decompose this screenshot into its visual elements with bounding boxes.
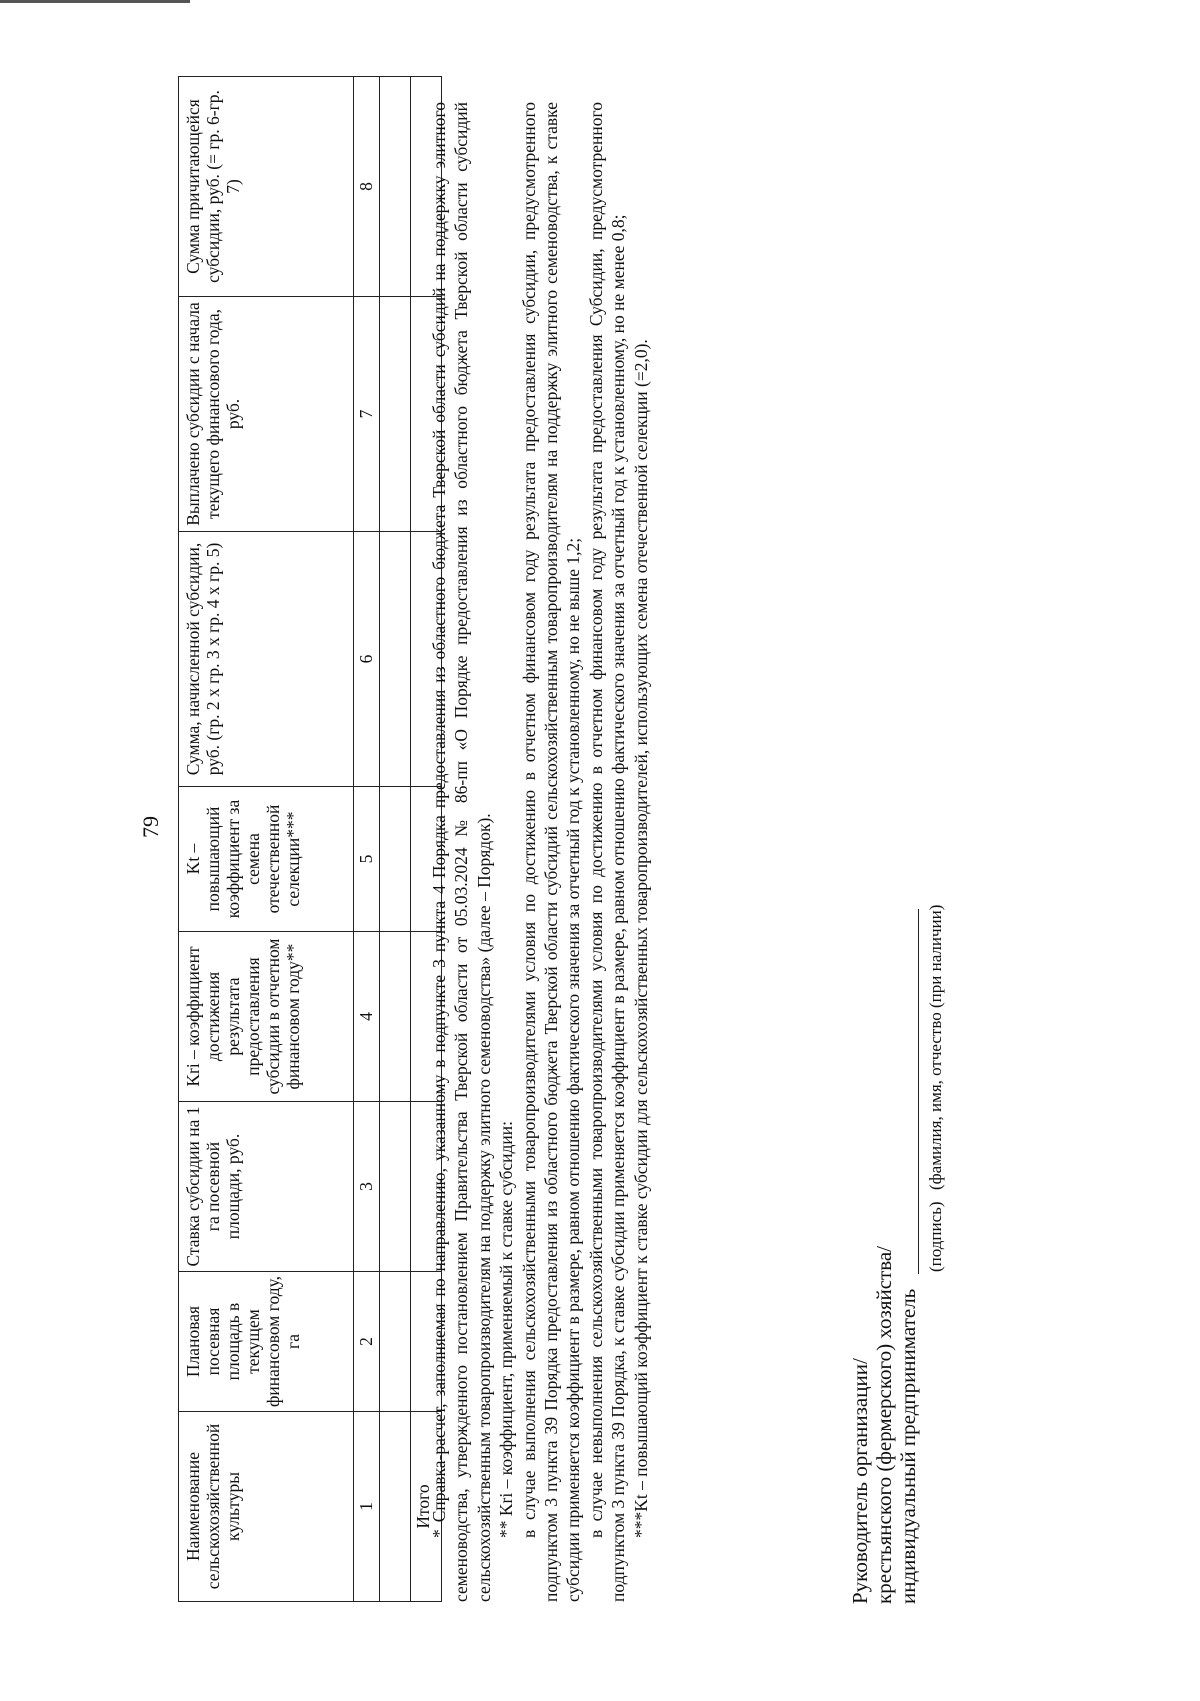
footnote-2-case-unmet: в случае невыполнения сельскохозяйственными товаропроизводителями условия по достижению в отчетном финансовом году результата предоставления Субсидии, предусмотренного подпунктом 3 пункта 39 Порядка, к ставке субсидии применяется коэффициент в размере, равном отношению фактического значения за отчетный год к установленному, но не менее 0,8;	[585, 102, 629, 1602]
footnote-3: ***Kt – повышающий коэффициент к ставке субсидии для сельскохозяйственных товаропроизводителей, использующих семена отечественной селекции (=2,0).	[630, 339, 651, 1538]
header-cell: Ставка субсидии на 1 га посевной площади, руб.	[179, 1102, 354, 1272]
header-cell: Выплачено субсидии с начала текущего финансового года, руб.	[179, 297, 354, 532]
header-cell: Наименование сельскохозяйственной культуры	[179, 1412, 354, 1602]
header-cell: Сумма причитающейся субсидии, руб. (= гр. 6-гр. 7)	[179, 77, 354, 297]
header-cell: Плановая посевная площадь в текущем финансовом году, га	[179, 1272, 354, 1412]
header-cell: Сумма, начисленной субсидии, руб. (гр. 2 х гр. 3 х гр. 4 х гр. 5)	[179, 532, 354, 787]
header-row	[179, 77, 354, 1602]
total-label: Итого	[411, 1412, 442, 1602]
column-number: 2	[354, 1272, 380, 1412]
column-number-row	[354, 77, 380, 1602]
signatory-line-2: крестьянского (фермерского) хозяйства/	[872, 1245, 896, 1604]
footnote-2: ** Kri – коэффициент, применяемый к ставке субсидии:	[496, 1121, 517, 1538]
column-number: 8	[354, 77, 380, 297]
rotated-page	[138, 68, 1058, 1628]
table-cell	[380, 932, 411, 1102]
name-caption: (фамилия, имя, отчество (при наличии)	[926, 904, 945, 1190]
table-cell	[380, 532, 411, 787]
signature-caption: (подпись)	[926, 1201, 945, 1272]
signatory-line-3: индивидуальный предприниматель	[896, 1288, 920, 1604]
column-number: 7	[354, 297, 380, 532]
column-number: 4	[354, 932, 380, 1102]
column-number: 3	[354, 1102, 380, 1272]
header-cell: Kt – повышающий коэффициент за семена отечественной селекции***	[179, 787, 354, 932]
footnote-2-case-met: в случае выполнения сельскохозяйственными товаропроизводителями условия по достижению в отчетном финансовом году результата предоставления субсидии, предусмотренного подпунктом 3 пункта 39 Порядка предоставления из областного бюджета Тверской области субсидий сельскохозяйственным товаропроизводителям на поддержку элитного семеноводства, к ставке субсидии применяется коэффициент в размере, равном отношению фактического значения за отчетный год к установленному, но не выше 1,2;	[518, 102, 584, 1602]
footnotes	[428, 102, 652, 1602]
table-cell	[380, 77, 411, 297]
column-number: 6	[354, 532, 380, 787]
table-cell	[380, 1102, 411, 1272]
subsidy-calculation-table	[178, 76, 442, 1602]
signature-line	[918, 909, 919, 1274]
signatory-line-1: Руководитель организации/	[848, 1358, 872, 1604]
header-cell: Kri – коэффициент достижения результата предоставления субсидии в отчетном финансовом году**	[179, 932, 354, 1102]
page-number: 79	[138, 816, 163, 838]
footnote-1: * Справка-расчет, заполняемая по направлению, указанному в подпункте 3 пункта 4 Порядка предоставления из областного бюджета Тверской области субсидий на поддержку элитного семеноводства, утвержденного постановлением Правительства Тверской области от 05.03.2024 № 86-пп «О Порядке предоставления из областного бюджета Тверской области субсидий сельскохозяйственным товаропроизводителям на поддержку элитного семеноводства» (далее – Порядок).	[429, 102, 494, 1602]
table-cell	[380, 1272, 411, 1412]
scan-edge-mark	[0, 0, 190, 3]
table-cell	[380, 787, 411, 932]
table-cell	[380, 297, 411, 532]
table-cell	[380, 1412, 411, 1602]
column-number: 1	[354, 1412, 380, 1602]
signature-block	[848, 904, 945, 1604]
table-row	[380, 77, 411, 1602]
column-number: 5	[354, 787, 380, 932]
